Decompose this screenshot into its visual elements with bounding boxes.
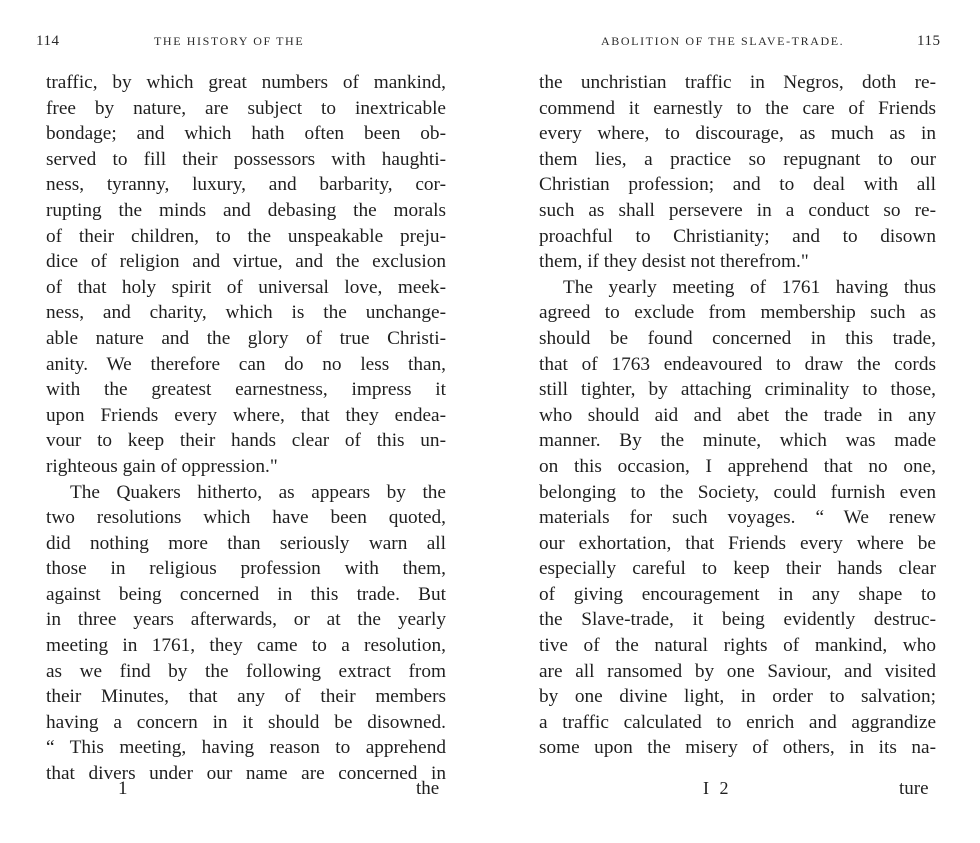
text-line: as we find by the following extract from [46,660,446,682]
text-line: tive of the natural rights of mankind, who [539,635,936,657]
text-line: them, if they desist not therefrom." [539,251,809,273]
text-line: belonging to the Society, could furnish even [539,481,936,503]
text-line: them lies, a practice so repugnant to our [539,148,936,170]
text-line: rupting the minds and debasing the morals [46,199,446,221]
text-line: Christian profession; and to deal with all [539,174,936,196]
text-line: the Slave-trade, it being evidently destruc- [539,609,936,631]
text-line: of their children, to the unspeakable preju- [46,225,446,247]
text-line: upon Friends every where, that they endea- [46,404,446,426]
text-line: having a concern in it should be disowned. [46,711,446,733]
signature-mark-left: 1 [118,778,128,799]
text-line: who should aid and abet the trade in any [539,404,936,426]
text-line: that divers under our name are concerned in [46,763,446,785]
left-page-body [46,70,446,787]
text-line: free by nature, are subject to inextricable [46,97,446,119]
text-line: by one divine light, in order to salvation; [539,686,936,708]
text-line: righteous gain of oppression." [46,455,278,477]
text-line: of giving encouragement in any shape to [539,583,936,605]
text-line: meeting in 1761, they came to a resolution, [46,635,446,657]
text-line: are all ransomed by one Saviour, and visited [539,660,936,682]
text-line: that of 1763 endeavoured to draw the cords [539,353,936,375]
text-line: every where, to discourage, as much as in [539,123,936,145]
text-line: vour to keep their hands clear of this un- [46,430,446,452]
catchword-right: ture [899,778,929,799]
text-line: in three years afterwards, or at the yearly [46,609,446,631]
text-line: still tighter, by attaching criminality to those, [539,379,936,401]
text-line: “ This meeting, having reason to apprehend [46,737,446,759]
text-line: materials for such voyages. “ We renew [539,507,936,529]
page-number-right: 115 [917,33,941,49]
text-line: dice of religion and virtue, and the exclusion [46,251,446,273]
signature-mark-right: I 2 [703,778,732,798]
text-line: ness, tyranny, luxury, and barbarity, cor- [46,174,446,196]
text-line: with the greatest earnestness, impress it [46,379,446,401]
right-page-body [539,70,936,761]
text-line: traffic, by which great numbers of mankind, [46,72,446,93]
text-line: able nature and the glory of true Christi- [46,327,446,349]
text-line: a traffic calculated to enrich and aggrandize [539,711,936,733]
text-line: especially careful to keep their hands clear [539,558,936,580]
text-line: ness, and charity, which is the unchange- [46,302,446,324]
text-line: proachful to Christianity; and to disown [539,225,936,247]
text-line: the unchristian traffic in Negros, doth re- [539,72,936,93]
text-line: manner. By the minute, which was made [539,430,936,452]
text-line: their Minutes, that any of their members [46,686,446,708]
text-line: some upon the misery of others, in its na- [539,737,936,759]
text-line: did nothing more than seriously warn all [46,532,446,554]
paragraph-start-line: The yearly meeting of 1761 having thus [563,276,936,298]
text-line: two resolutions which have been quoted, [46,507,446,529]
text-line: anity. We therefore can do no less than, [46,353,446,375]
text-line: our exhortation, that Friends every where be [539,532,936,554]
text-line: against being concerned in this trade. But [46,583,446,605]
text-line: agreed to exclude from membership such as [539,302,936,324]
right-page [490,0,980,843]
catchword-left: the [416,778,440,799]
text-line: served to fill their possessors with haughti- [46,148,446,170]
text-line: such as shall persevere in a conduct so re- [539,199,936,221]
text-line: of that holy spirit of universal love, meek- [46,276,446,298]
text-line: bondage; and which hath often been ob- [46,123,446,145]
page-number-left: 114 [36,33,60,49]
text-line: commend it earnestly to the care of Friends [539,97,936,119]
text-line: those in religious profession with them, [46,558,446,580]
running-head-left: THE HISTORY OF THE [154,34,305,48]
paragraph-start-line: The Quakers hitherto, as appears by the [70,481,446,503]
text-line: on this occasion, I apprehend that no one, [539,455,936,477]
running-head-right: ABOLITION OF THE SLAVE-TRADE. [601,34,845,48]
text-line: should be found concerned in this trade, [539,327,936,349]
